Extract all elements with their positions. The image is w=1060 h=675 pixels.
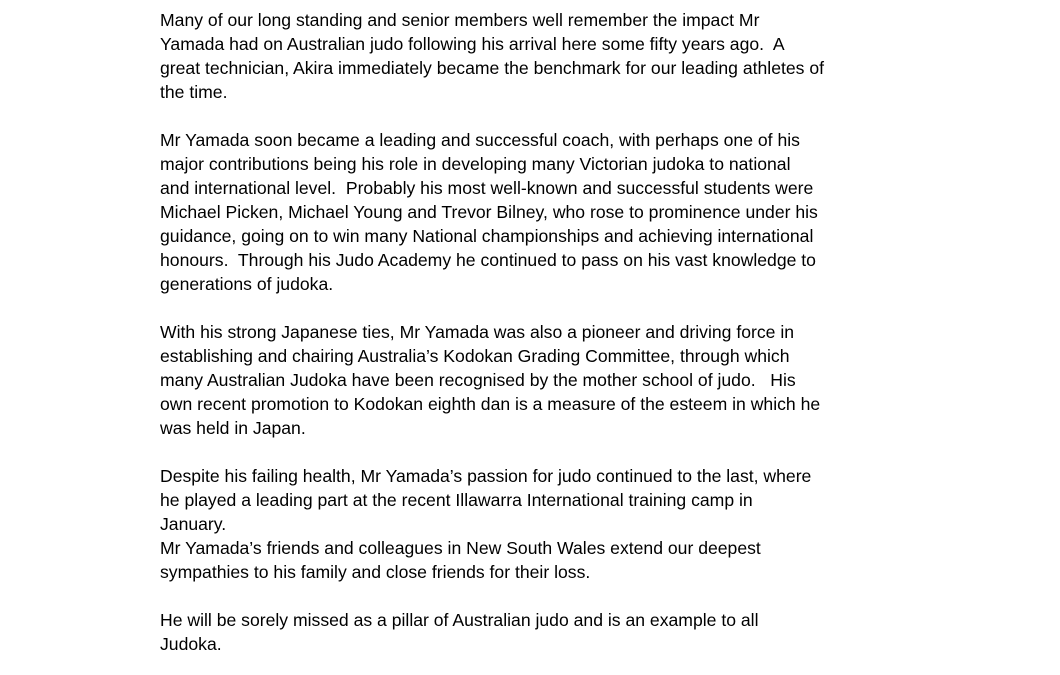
paragraph-spacer (160, 296, 920, 320)
text-line: With his strong Japanese ties, Mr Yamada was also a pioneer and driving force in (160, 322, 795, 342)
text-line: He will be sorely missed as a pillar of Australian judo and is an example to all (160, 610, 759, 630)
text-line: the time. (160, 82, 228, 102)
paragraph-2 (160, 128, 920, 296)
paragraph-spacer (160, 584, 920, 608)
paragraph-spacer (160, 104, 920, 128)
text-line: honours. Through his Judo Academy he continued to pass on his vast knowledge to (160, 250, 816, 270)
paragraph-1 (160, 8, 920, 104)
text-line: he played a leading part at the recent Illawarra International training camp in (160, 490, 753, 510)
text-line: great technician, Akira immediately became the benchmark for our leading athletes of (160, 58, 825, 78)
paragraph-4 (160, 464, 920, 584)
text-line: Yamada had on Australian judo following his arrival here some fifty years ago. A (160, 34, 785, 54)
text-line: Despite his failing health, Mr Yamada’s passion for judo continued to the last, where (160, 466, 812, 486)
text-line: was held in Japan. (160, 418, 306, 438)
text-line: sympathies to his family and close friends for their loss. (160, 562, 591, 582)
text-line: own recent promotion to Kodokan eighth dan is a measure of the esteem in which he (160, 394, 821, 414)
text-line: many Australian Judoka have been recognised by the mother school of judo. His (160, 370, 796, 390)
text-line: and international level. Probably his most well-known and successful students were (160, 178, 814, 198)
text-line: generations of judoka. (160, 274, 334, 294)
text-line: guidance, going on to win many National championships and achieving international (160, 226, 814, 246)
paragraph-3 (160, 320, 920, 440)
text-line: Mr Yamada’s friends and colleagues in New South Wales extend our deepest (160, 538, 761, 558)
text-line: Judoka. (160, 634, 222, 654)
text-line: establishing and chairing Australia’s Kodokan Grading Committee, through which (160, 346, 790, 366)
document-body (160, 8, 920, 656)
text-line: Mr Yamada soon became a leading and successful coach, with perhaps one of his (160, 130, 800, 150)
paragraph-5 (160, 608, 920, 656)
text-line: Many of our long standing and senior members well remember the impact Mr (160, 10, 760, 30)
text-line: major contributions being his role in developing many Victorian judoka to national (160, 154, 791, 174)
text-line: Michael Picken, Michael Young and Trevor Bilney, who rose to prominence under his (160, 202, 818, 222)
text-line: January. (160, 514, 227, 534)
paragraph-spacer (160, 440, 920, 464)
